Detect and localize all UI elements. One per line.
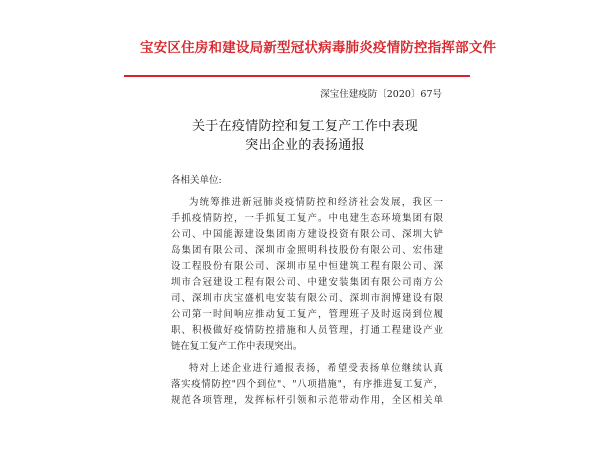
paragraph1-line: 公司、中国能源建设集团南方建设投资有限公司、深圳大铲 xyxy=(171,229,443,240)
paragraph1-line: 设工程股份有限公司、深圳市星中恒建筑工程有限公司、深 xyxy=(171,261,443,272)
paragraph2-line: 特对上述企业进行通报表扬，希望受表扬单位继续认真 xyxy=(189,363,443,374)
paragraph1-line: 职、积极做好疫情防控措施和人员管理，打通工程建设产业 xyxy=(171,325,443,336)
paragraph1-line: 链在复工复产工作中表现突出。 xyxy=(171,341,303,352)
document-header: 宝安区住房和建设局新型冠状病毒肺炎疫情防控指挥部文件 xyxy=(140,40,497,56)
paragraph2-line: 规范各项管理，发挥标杆引领和示范带动作用，全区相关单 xyxy=(171,395,443,406)
document-number: 深宝住建疫防〔2020〕67号 xyxy=(320,89,442,100)
salutation: 各相关单位: xyxy=(171,175,222,186)
paragraph1-line: 为统筹推进新冠肺炎疫情防控和经济社会发展，我区一 xyxy=(189,197,443,208)
paragraph1-line: 司、深圳市庆宝盛机电安装有限公司、深圳市润博建设有限 xyxy=(171,293,443,304)
paragraph1-line: 手抓疫情防控，一手抓复工复产。中电建生态环境集团有限 xyxy=(171,213,443,224)
paragraph2-line: 落实疫情防控"四个到位"、"八项措施"，有序推进复工复产， xyxy=(171,379,443,390)
document-body xyxy=(171,195,443,409)
paragraph1-line: 公司第一时间响应推动复工复产，管理班子及时返岗到位履 xyxy=(171,309,443,320)
header-red-rule xyxy=(124,75,470,77)
paragraph1-line: 岛集团有限公司、深圳市金照明科技股份有限公司、宏伟建 xyxy=(171,245,443,256)
title-line: 突出企业的表扬通报 xyxy=(245,138,365,153)
document-title xyxy=(150,117,460,155)
paragraph1-line: 圳市合冠建设工程有限公司、中建安装集团有限公司南方公 xyxy=(171,277,443,288)
title-line: 关于在疫情防控和复工复产工作中表现 xyxy=(191,119,419,134)
